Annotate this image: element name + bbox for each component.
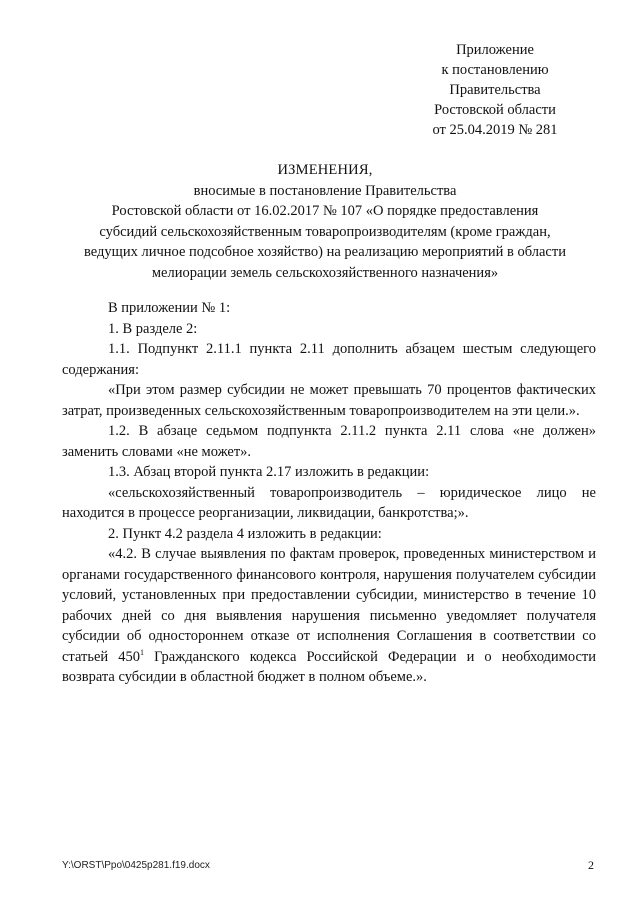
page-number: 2 bbox=[588, 858, 594, 872]
appendix-line: Приложение bbox=[456, 42, 534, 58]
body-paragraph: 1.3. Абзац второй пункта 2.17 изложить в редакции: bbox=[108, 464, 430, 480]
title-line: ведущих личное подсобное хозяйство) на реализацию мероприятий в области bbox=[84, 244, 566, 260]
appendix-line: Правительства bbox=[449, 82, 541, 98]
footer-file-path: Y:\ORST\Ppo\0425p281.f19.docx bbox=[62, 860, 210, 871]
body-paragraph: 2. Пункт 4.2 раздела 4 изложить в редакции: bbox=[108, 525, 382, 542]
title-line: мелиорации земель сельскохозяйственного назначения» bbox=[151, 264, 499, 281]
document-heading: ИЗМЕНЕНИЯ, bbox=[277, 162, 373, 178]
body-paragraph: 1.1. Подпункт 2.11.1 пункта 2.11 дополнить абзацем шестым следующего содержания: bbox=[62, 341, 596, 378]
title-line: Ростовской области от 16.02.2017 № 107 «О порядке предоставления bbox=[111, 203, 539, 219]
paragraph-text: «4.2. В случае выявления по фактам проверок, проведенных министерством и органами государственного финансового контроля, нарушения получателем субсидии условий, установленных при предоставлении субсидии, министерство в течение 10 рабочих дней со дня выявления нарушения письменно уведомляет получателя субсидии об одностороннем отказе от исполнения Соглашения в соответствии со статьей 450 bbox=[62, 546, 596, 665]
appendix-line: от 25.04.2019 № 281 bbox=[432, 122, 558, 138]
body-paragraph: 1.2. В абзаце седьмом подпункта 2.11.2 пункта 2.11 слова «не должен» заменить словами «не может». bbox=[62, 423, 596, 460]
appendix-line: к постановлению bbox=[441, 62, 549, 78]
paragraph-text: Гражданского кодекса Российской Федерации и о необходимости возврата субсидии в областной бюджет в полном объеме.». bbox=[62, 648, 596, 685]
body-paragraph: «При этом размер субсидии не может превышать 70 процентов фактических затрат, произведенных сельскохозяйственным товаропроизводителем на эти цели.». bbox=[62, 382, 596, 419]
document-body bbox=[62, 298, 596, 688]
appendix-line: Ростовской области bbox=[434, 102, 556, 118]
body-paragraph: «сельскохозяйственный товаропроизводитель – юридическое лицо не находится в процессе реорганизации, ликвидации, банкротства;». bbox=[62, 484, 596, 521]
body-paragraph bbox=[62, 544, 596, 688]
appendix-reference-block bbox=[380, 40, 610, 140]
title-line: вносимые в постановление Правительства bbox=[193, 182, 457, 199]
body-paragraph: В приложении № 1: bbox=[108, 300, 231, 316]
body-paragraph: 1. В разделе 2: bbox=[108, 320, 198, 337]
title-line: субсидий сельскохозяйственным товаропроизводителям (кроме граждан, bbox=[99, 223, 551, 240]
document-title-block bbox=[60, 160, 590, 283]
superscript: 1 bbox=[139, 647, 144, 657]
